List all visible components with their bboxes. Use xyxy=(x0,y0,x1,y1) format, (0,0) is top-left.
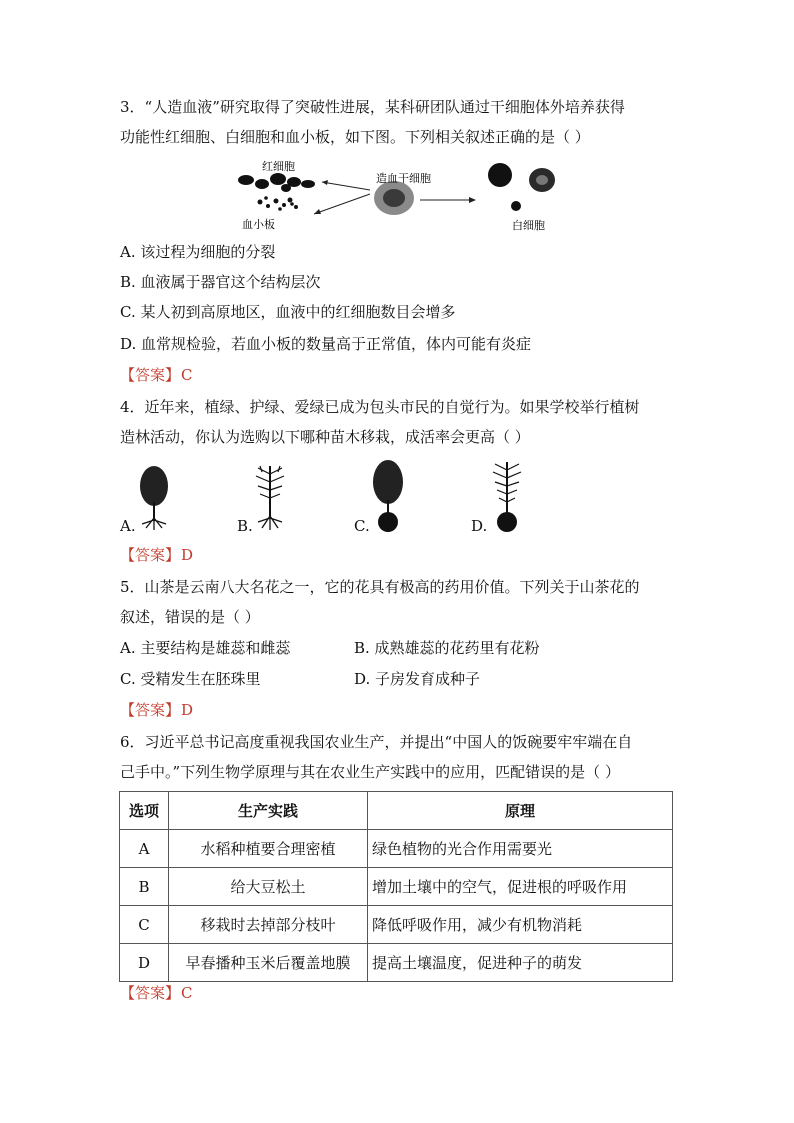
table-cell-practice: 早春播种玉米后覆盖地膜 xyxy=(169,944,368,982)
answer-label: 【答案】 xyxy=(120,984,181,1002)
table-cell-principle: 绿色植物的光合作用需要光 xyxy=(368,830,673,868)
q5-stem-line2: 叙述，错误的是（ ） xyxy=(120,608,260,626)
q4-option-b-letter: B. xyxy=(237,517,253,535)
white-blood-cells xyxy=(488,163,555,211)
q4-answer xyxy=(120,544,193,566)
table-cell-principle: 增加土壤中的空气，促进根的呼吸作用 xyxy=(368,868,673,906)
table-row xyxy=(120,830,673,868)
table-cell-principle: 降低呼吸作用，减少有机物消耗 xyxy=(368,906,673,944)
q3-option-b: B. 血液属于器官这个结构层次 xyxy=(120,273,321,291)
q6-table xyxy=(119,791,673,982)
table-cell-practice: 给大豆松土 xyxy=(169,868,368,906)
q5-option-b: B. 成熟雄蕊的花药里有花粉 xyxy=(354,639,540,657)
q5-option-c: C. 受精发生在胚珠里 xyxy=(120,670,261,688)
answer-label: 【答案】 xyxy=(120,366,181,384)
table-cell-practice: 移栽时去掉部分枝叶 xyxy=(169,906,368,944)
tree-option-c xyxy=(368,458,408,534)
table-row xyxy=(120,906,673,944)
q6-stem-line2: 己手中。”下列生物学原理与其在农业生产实践中的应用，匹配错误的是（ ） xyxy=(120,763,620,781)
answer-value: D xyxy=(181,546,194,564)
table-row xyxy=(120,944,673,982)
q3-blood-cell-figure xyxy=(230,158,570,234)
tree-option-b xyxy=(250,462,290,532)
table-cell-practice: 水稻种植要合理密植 xyxy=(169,830,368,868)
tree-option-d xyxy=(487,458,527,534)
table-cell-principle: 提高土壤温度，促进种子的萌发 xyxy=(368,944,673,982)
platelet-label: 血小板 xyxy=(242,218,275,231)
q3-answer xyxy=(120,364,193,386)
wbc-label: 白细胞 xyxy=(512,219,545,232)
tree-option-a xyxy=(134,462,174,532)
table-cell-option: C xyxy=(120,906,169,944)
q4-stem-line1: 4．近年来，植绿、护绿、爱绿已成为包头市民的自觉行为。如果学校举行植树 xyxy=(120,398,640,416)
answer-value: C xyxy=(181,984,193,1002)
platelets xyxy=(258,196,299,211)
q6-answer xyxy=(120,982,193,1004)
q3-option-a: A. 该过程为细胞的分裂 xyxy=(120,243,276,261)
q4-stem-line2: 造林活动，你认为选购以下哪种苗木移栽，成活率会更高（ ） xyxy=(120,428,530,446)
table-cell-option: D xyxy=(120,944,169,982)
answer-value: C xyxy=(181,366,193,384)
answer-label: 【答案】 xyxy=(120,701,181,719)
table-cell-option: B xyxy=(120,868,169,906)
q4-option-a-letter: A. xyxy=(120,517,136,535)
header-option: 选项 xyxy=(120,792,169,830)
table-cell-option: A xyxy=(120,830,169,868)
q5-option-d: D. 子房发育成种子 xyxy=(354,670,481,688)
answer-label: 【答案】 xyxy=(120,546,181,564)
q4-option-d-letter: D. xyxy=(471,517,488,535)
q4-option-c-letter: C. xyxy=(354,517,370,535)
q3-stem-line1: 3．“人造血液”研究取得了突破性进展，某科研团队通过干细胞体外培养获得 xyxy=(120,98,625,116)
red-blood-cells xyxy=(238,173,315,192)
rbc-label: 红细胞 xyxy=(262,160,295,173)
q5-stem-line1: 5．山茶是云南八大名花之一，它的花具有极高的药用价值。下列关于山茶花的 xyxy=(120,578,640,596)
stem-cell xyxy=(374,181,414,215)
stem-cell-label: 造血干细胞 xyxy=(376,172,431,185)
answer-value: D xyxy=(181,701,194,719)
q3-option-c: C. 某人初到高原地区，血液中的红细胞数目会增多 xyxy=(120,303,456,321)
table-row xyxy=(120,868,673,906)
q5-answer xyxy=(120,699,193,721)
q3-option-d: D. 血常规检验，若血小板的数量高于正常值，体内可能有炎症 xyxy=(120,335,532,353)
q6-stem-line1: 6．习近平总书记高度重视我国农业生产，并提出“中国人的饭碗要牢牢端在自 xyxy=(120,733,633,751)
q5-option-a: A. 主要结构是雄蕊和雌蕊 xyxy=(120,639,291,657)
header-practice: 生产实践 xyxy=(169,792,368,830)
header-principle: 原理 xyxy=(368,792,673,830)
q3-stem-line2: 功能性红细胞、白细胞和血小板，如下图。下列相关叙述正确的是（ ） xyxy=(120,128,590,146)
table-header-row xyxy=(120,792,673,830)
